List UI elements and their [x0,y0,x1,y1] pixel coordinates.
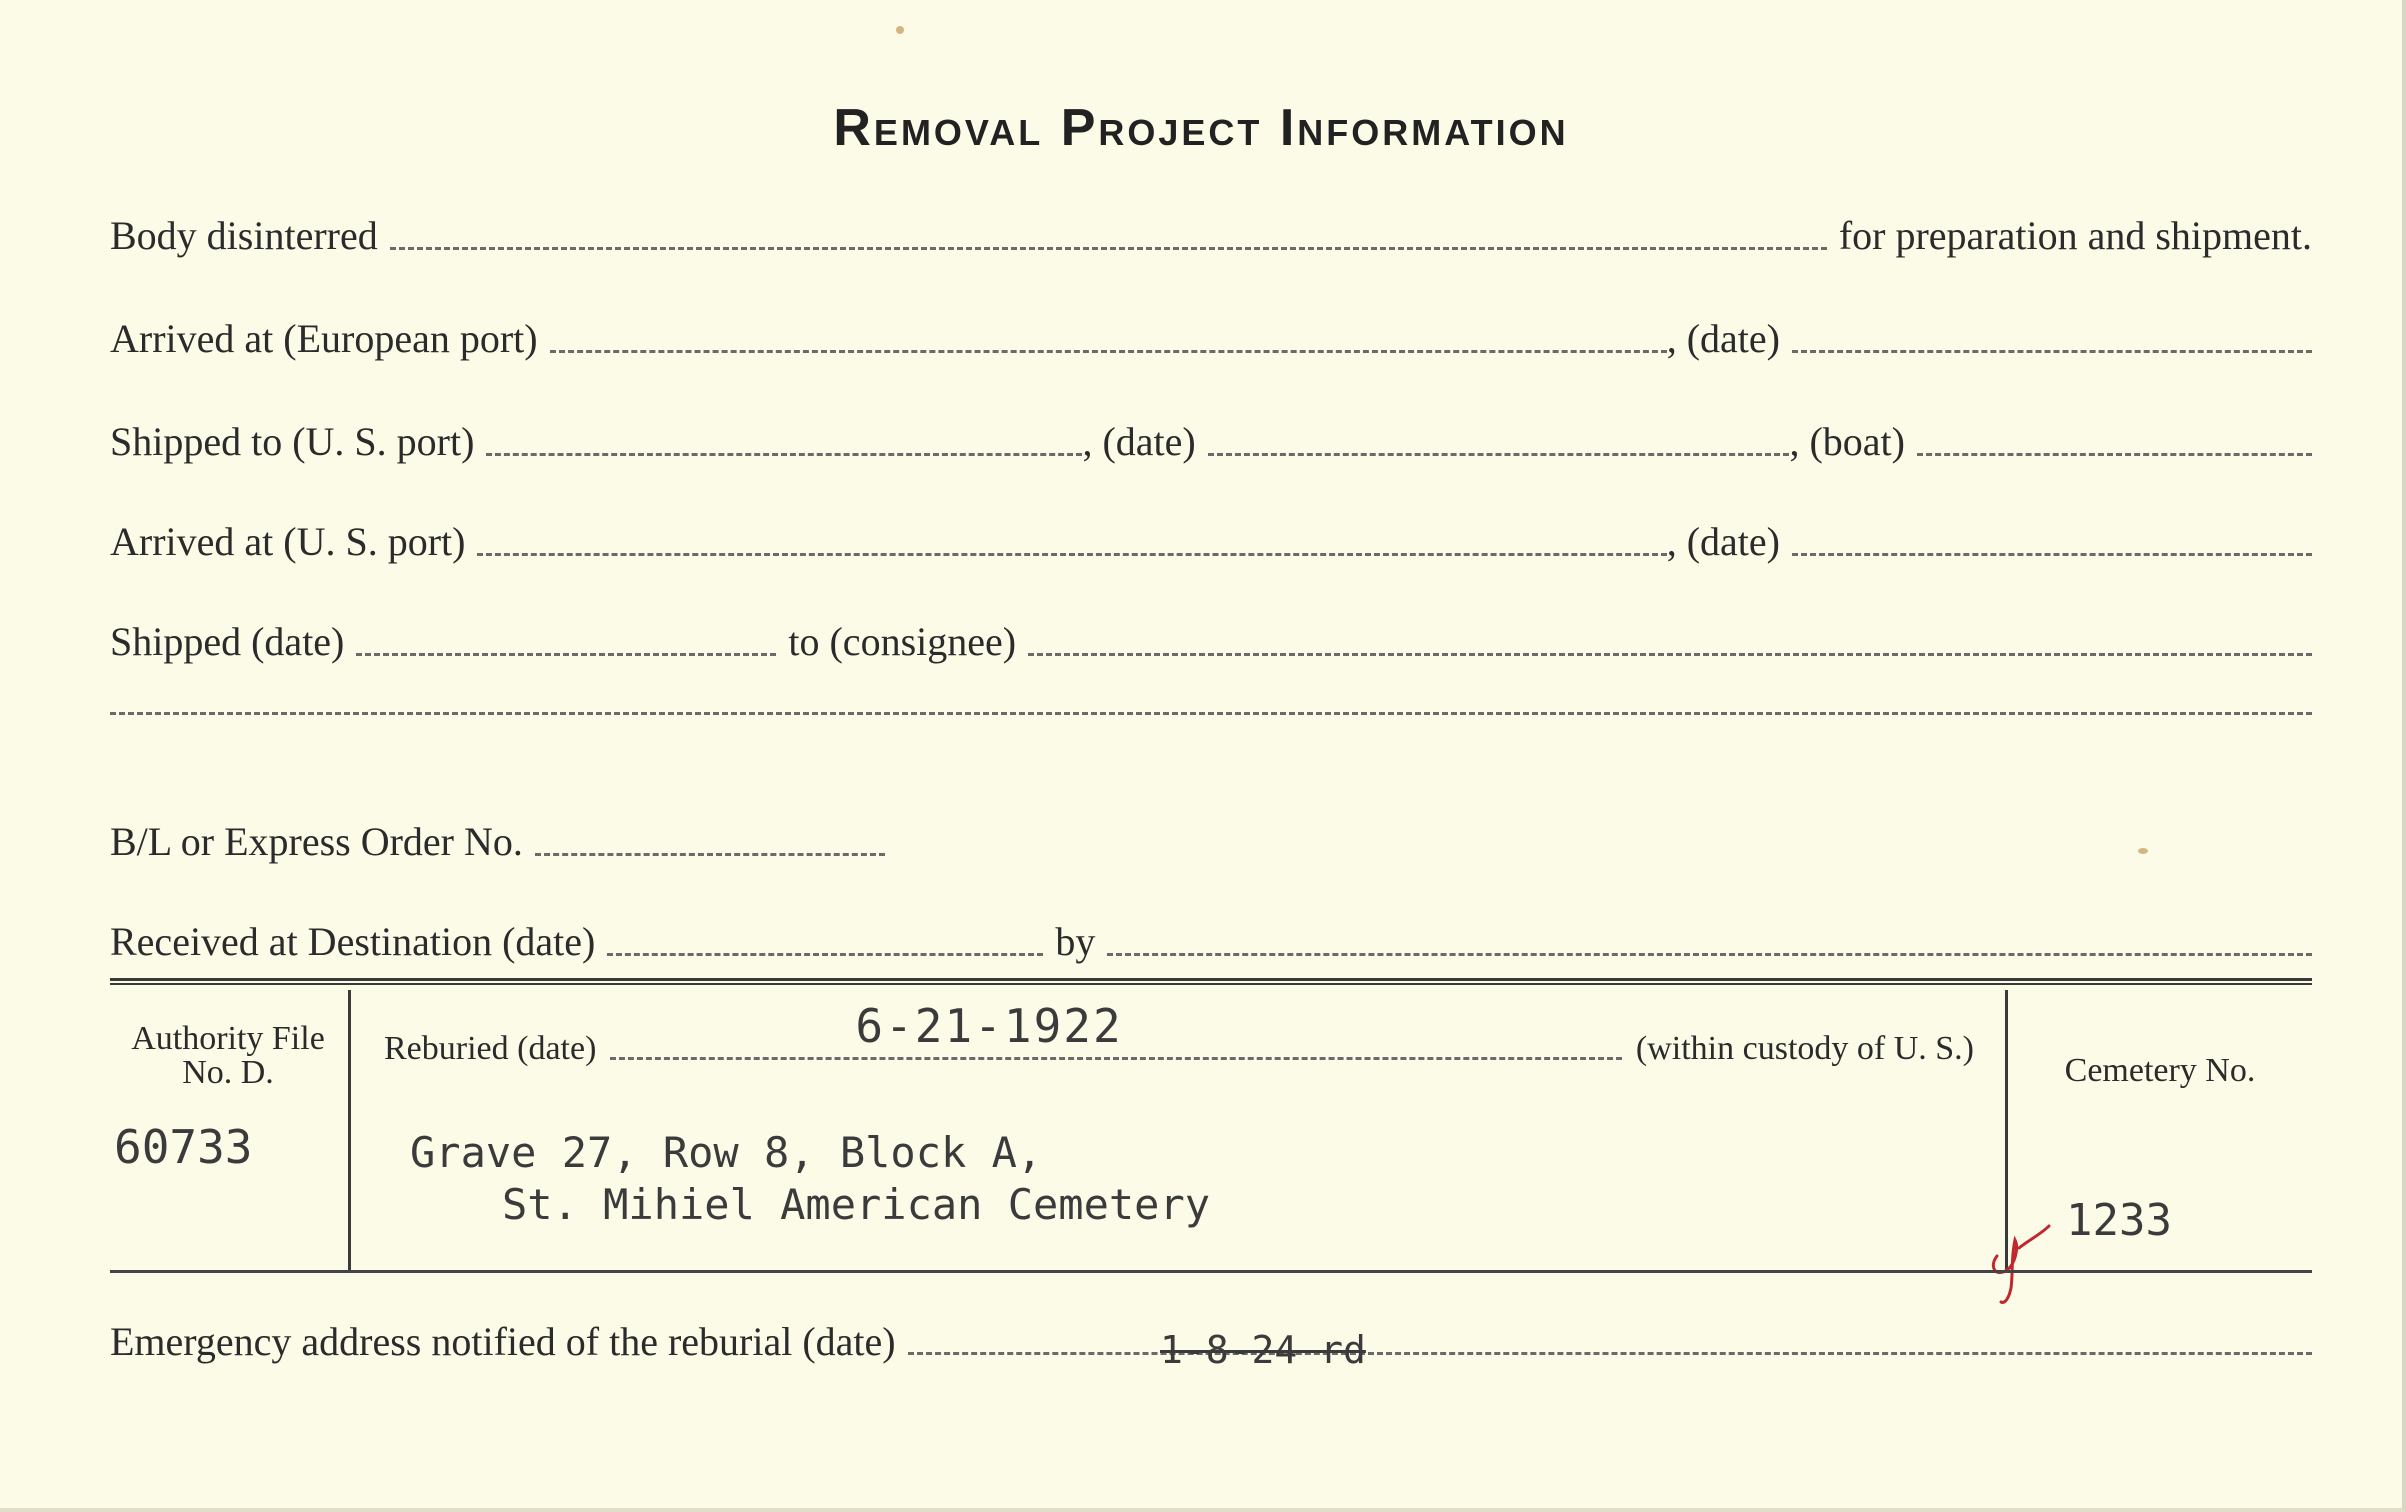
emergency-date-value: 1-8-24 rd [1160,1328,1366,1372]
row-arrived-european [110,315,2312,363]
authority-value: 60733 [114,1120,253,1174]
arrived-eu-date-label: , (date) [1666,316,1780,361]
disinterred-suffix: for preparation and shipment. [1838,213,2312,258]
row-arrived-us [110,518,2312,566]
consignee-continued-blank [110,712,2312,715]
shipped-date-blank [356,653,776,656]
received-date-blank [607,953,1043,956]
section-divider [110,978,2312,985]
arrived-us-date-label: , (date) [1666,519,1780,564]
lower-rule [110,1270,2312,1273]
shipped-us-blank [486,453,1082,456]
reburied-date-value: 6-21-1922 [855,999,1123,1053]
paper-stain [896,26,904,34]
received-by-label: by [1055,919,1096,964]
custody-label: (within custody of U. S.) [1635,1030,1974,1067]
shipped-us-boat-blank [1917,453,2312,456]
shipped-us-boat-label: , (boat) [1789,419,1905,464]
shipped-us-date-label: , (date) [1082,419,1196,464]
grave-location-line2: St. Mihiel American Cemetery [502,1180,1211,1229]
card-title: Removal Project Information [833,99,1569,157]
reburied-row [384,999,1974,1068]
consignee-blank [1028,653,2312,656]
bl-order-label: B/L or Express Order No. [110,819,523,864]
cemetery-label: Cemetery No. [2064,1052,2256,1089]
arrived-us-blank [477,553,1666,556]
cemetery-value: 1233 [2066,1195,2172,1246]
row-body-disinterred [110,212,2312,260]
emergency-label: Emergency address notified of the reburial (date) [110,1319,896,1364]
red-check-mark-icon [1985,1218,2055,1308]
arrived-us-date-blank [1792,553,2312,556]
row-received-destination [110,918,2312,966]
row-shipped-us [110,418,2312,466]
grave-location-line1: Grave 27, Row 8, Block A, [410,1128,1043,1177]
received-by-blank [1107,953,2312,956]
disinterred-label: Body disinterred [110,213,378,258]
arrived-eu-blank [550,350,1667,353]
shipped-us-date-blank [1208,453,1790,456]
shipped-date-label: Shipped (date) [110,619,345,664]
paper-stain [2138,848,2148,854]
row-shipped-consignee [110,618,2312,666]
received-label: Received at Destination (date) [110,919,596,964]
row-bl-order [110,818,2312,866]
reburied-blank [610,999,1622,1060]
authority-label: Authority File No. D. [131,1020,325,1091]
emergency-blank [908,1352,2312,1355]
arrived-us-label: Arrived at (U. S. port) [110,519,466,564]
bl-order-blank [535,853,885,856]
arrived-eu-date-blank [1792,350,2312,353]
arrived-eu-label: Arrived at (European port) [110,316,538,361]
reburied-label: Reburied (date) [384,1030,597,1067]
row-consignee-continued [110,712,2312,725]
shipped-us-label: Shipped to (U. S. port) [110,419,475,464]
consignee-label: to (consignee) [788,619,1017,664]
disinterred-blank [390,247,1827,250]
column-divider-left [348,990,351,1270]
